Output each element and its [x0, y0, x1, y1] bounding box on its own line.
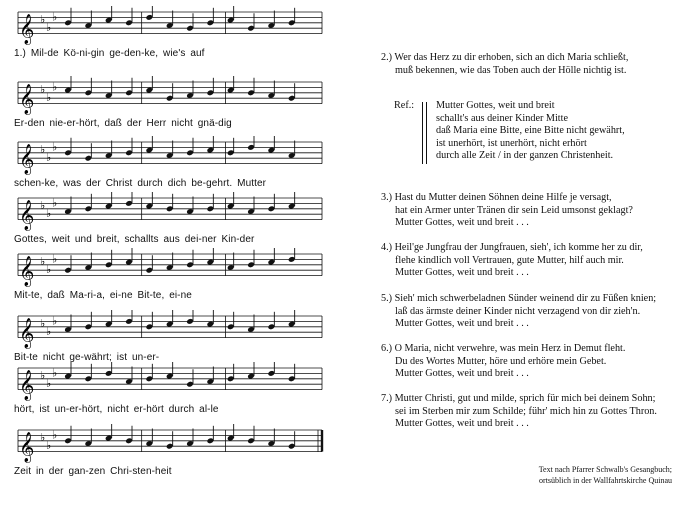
treble-clef-icon: 𝄞 [19, 432, 35, 463]
flat-icon: ♭ [40, 13, 46, 27]
verse-line: Mutter Gottes, weit und breit . . . [395, 418, 529, 430]
flat-icon: ♭ [40, 199, 46, 213]
flat-icon: ♭ [40, 369, 46, 383]
source-line: Text nach Pfarrer Schwalb's Gesangbuch; [538, 465, 672, 474]
refrain-line: daß Maria eine Bitte, eine Bitte nicht gewährt, [436, 125, 625, 137]
flat-icon: ♭ [46, 439, 52, 453]
verse-line: 7.) Mutter Christi, gut und milde, sprich für mich bei deinem Sohn; [381, 393, 656, 404]
staff [18, 310, 322, 350]
flat-icon: ♭ [40, 317, 46, 331]
verse-6 [381, 343, 625, 381]
refrain-line: ist unerhört, ist unerhört, nicht erhört [436, 137, 587, 149]
verse-3 [381, 192, 633, 230]
verse-line: 4.) Heil'ge Jungfrau der Jungfrauen, sieh', ich komme her zu dir, [381, 242, 643, 253]
staff-lyric: 1.) Mil-de Kö-ni-gin ge-den-ke, wie's auf [14, 48, 205, 59]
verse-line: Mutter Gottes, weit und breit . . . [395, 318, 529, 330]
flat-icon: ♭ [40, 143, 46, 157]
staff-row [0, 76, 345, 136]
treble-clef-icon: 𝄞 [19, 144, 35, 175]
flat-icon: ♭ [46, 263, 52, 277]
treble-clef-icon: 𝄞 [19, 200, 35, 231]
verse-2 [381, 52, 628, 77]
treble-clef-icon: 𝄞 [19, 84, 35, 115]
staff [18, 248, 322, 288]
verse-line: Du des Wortes Mutter, höre und erhöre mein Gebet. [395, 355, 607, 367]
verse-line: Mutter Gottes, weit und breit . . . [395, 368, 529, 380]
verse-line: 5.) Sieh' mich schwerbeladnen Sünder weinend dir zu Füßen knien; [381, 293, 657, 304]
treble-clef-icon: 𝄞 [19, 256, 35, 287]
verse-line: Mutter Gottes, weit und breit . . . [395, 267, 529, 279]
refrain-lines [436, 100, 625, 163]
verse-line: Mutter Gottes, weit und breit . . . [395, 217, 529, 229]
staff [18, 76, 322, 116]
flat-icon: ♭ [52, 428, 58, 442]
staff-row [0, 6, 345, 66]
source-line: ortsüblich in der Wallfahrtskirche Quinau [539, 475, 672, 485]
flat-icon: ♭ [46, 377, 52, 391]
flat-icon: ♭ [46, 21, 52, 35]
treble-clef-icon: 𝄞 [19, 318, 35, 349]
treble-clef-icon: 𝄞 [19, 370, 35, 401]
flat-icon: ♭ [46, 91, 52, 105]
staff-lyric: Zeit in der gan-zen Chri-sten-heit [14, 466, 172, 477]
verse-line: 6.) O Maria, nicht verwehre, was mein Herz in Demut fleht. [381, 343, 626, 354]
flat-icon: ♭ [52, 80, 58, 94]
flat-icon: ♭ [52, 366, 58, 380]
flat-icon: ♭ [40, 83, 46, 97]
verse-line: laß das ärmste deiner Kinder nicht verzagend von dir zieh'n. [395, 305, 641, 317]
staff [18, 362, 322, 402]
staff-row [0, 248, 345, 308]
flat-icon: ♭ [52, 10, 58, 24]
refrain-label: Ref.: [394, 100, 415, 111]
staff-row [0, 362, 345, 422]
staff-row [0, 192, 345, 252]
flat-icon: ♭ [46, 325, 52, 339]
flat-icon: ♭ [46, 207, 52, 221]
staff-lyric: Er-den nie-er-hört, daß der Herr nicht gnä-dig [14, 118, 232, 129]
verse-line: hat ein Armer unter Tränen dir sein Leid umsonst geklagt? [395, 204, 633, 216]
verse-5 [381, 293, 656, 331]
staff-lyric: schen-ke, was der Christ durch dich be-gehrt. Mutter [14, 178, 267, 189]
staff [18, 136, 322, 176]
flat-icon: ♭ [40, 431, 46, 445]
refrain-line: durch alle Zeit / in der ganzen Christenheit. [436, 150, 614, 162]
refrain-bracket [422, 102, 427, 164]
staff [18, 6, 322, 46]
refrain-line: schallt's aus deiner Kinder Mitte [436, 112, 568, 124]
staff-row [0, 136, 345, 196]
staff-lyric: hört, ist un-er-hört, nicht er-hört durch al-le [14, 404, 219, 415]
flat-icon: ♭ [52, 196, 58, 210]
flat-icon: ♭ [52, 252, 58, 266]
verse-line: 2.) Wer das Herz zu dir erhoben, sich an dich Maria schließt, [381, 52, 629, 63]
verse-line: muß bekennen, wie das Toben auch der Hölle nichtig ist. [395, 64, 627, 76]
staff-row [0, 310, 345, 370]
verse-7 [381, 393, 657, 431]
staff [18, 424, 322, 464]
flat-icon: ♭ [52, 314, 58, 328]
staff-lyric: Bit-te nicht ge-währt; ist un-er- [14, 352, 160, 363]
refrain-line: Mutter Gottes, weit und breit [436, 100, 555, 111]
flat-icon: ♭ [52, 140, 58, 154]
source-note [539, 465, 672, 486]
staff-row [0, 424, 345, 484]
flat-icon: ♭ [46, 151, 52, 165]
verse-4 [381, 242, 643, 280]
staff-lyric: Mit-te, daß Ma-ri-a, ei-ne Bit-te, ei-ne [14, 290, 192, 301]
flat-icon: ♭ [40, 255, 46, 269]
verse-line: 3.) Hast du Mutter deinen Söhnen deine Hilfe je versagt, [381, 192, 612, 203]
staff-lyric: Gottes, weit und breit, schallts aus dei-ner Kin-der [14, 234, 255, 245]
verse-line: flehe kindlich voll Vertrauen, gute Mutter, hilf auch mir. [395, 254, 624, 266]
staff [18, 192, 322, 232]
verse-line: sei im Sterben mir zum Schilde; führ' mich hin zu Gottes Thron. [395, 405, 657, 417]
treble-clef-icon: 𝄞 [19, 14, 35, 45]
